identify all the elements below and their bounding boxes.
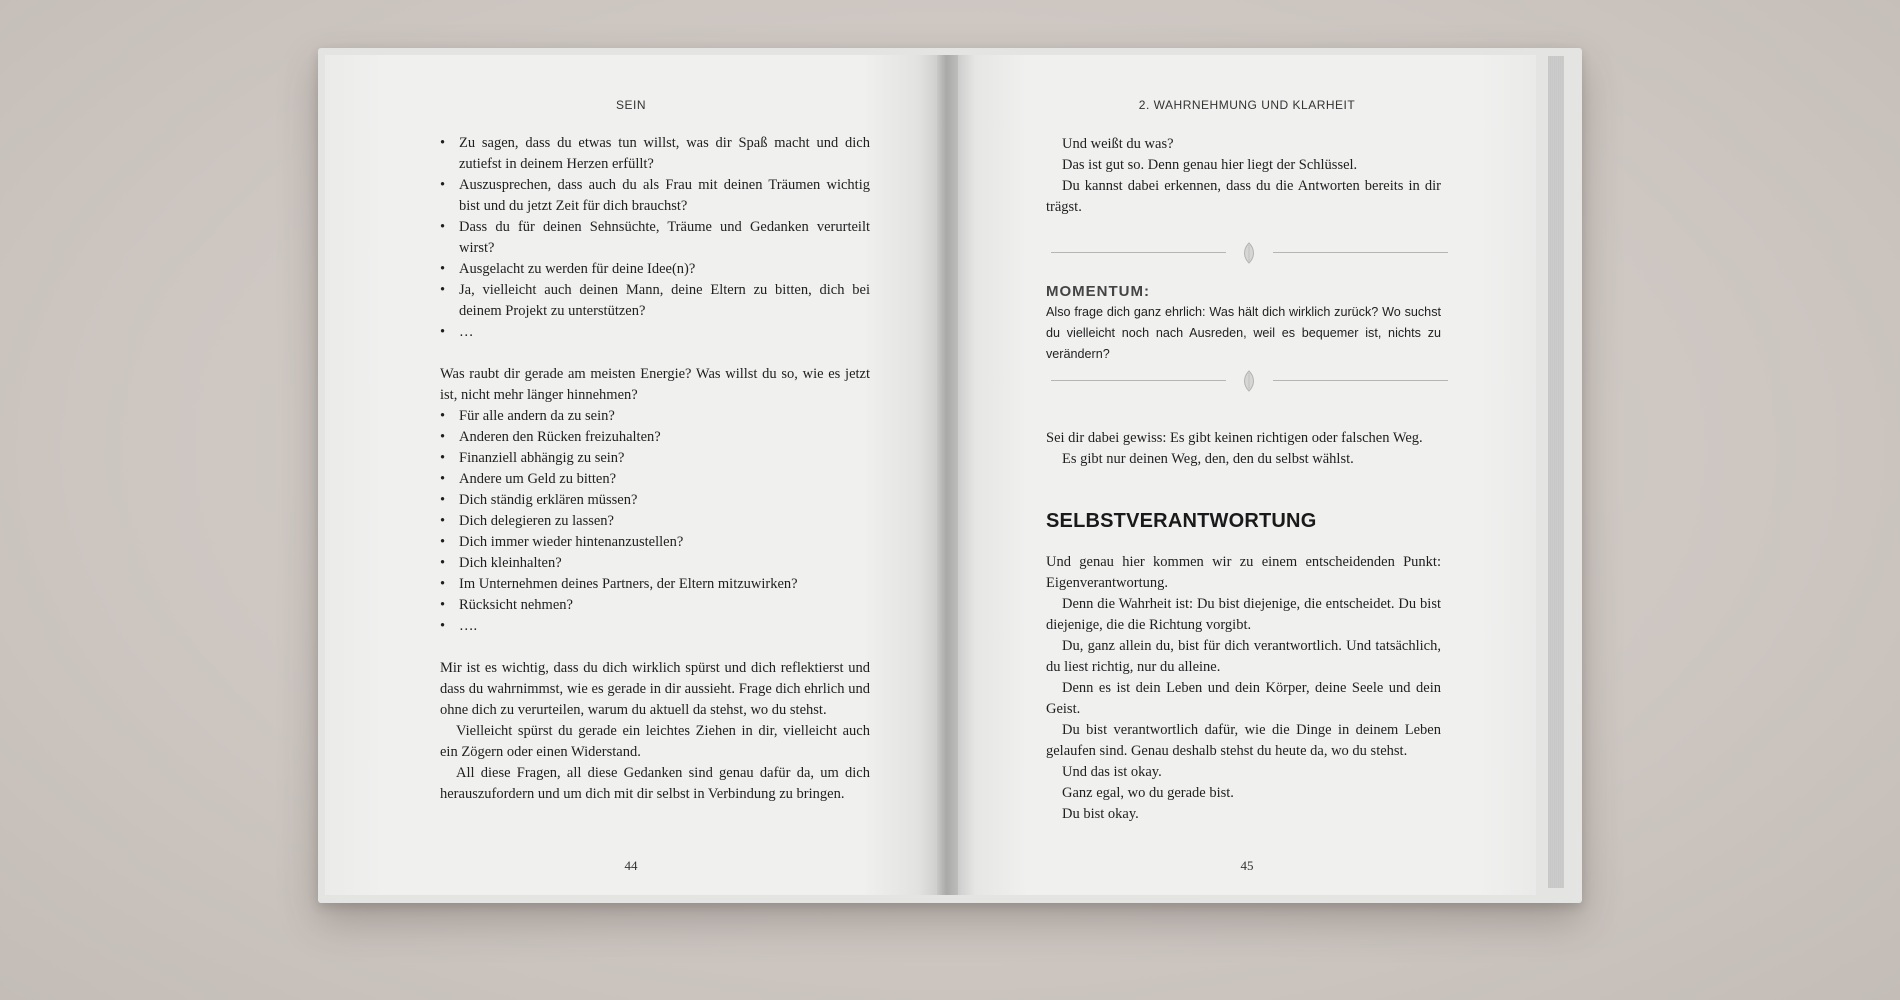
right-intro — [1046, 134, 1441, 218]
left-page-body — [440, 133, 870, 805]
body-paragraph: Du bist verantwortlich dafür, wie die Dinge in deinem Leben gelaufen sind. Genau deshalb stehst du heute da, wo du stehst. — [1046, 722, 1441, 759]
list-item: • Dich kleinhalten? — [440, 553, 870, 574]
list-item: • Anderen den Rücken freizuhalten? — [440, 427, 870, 448]
momentum-text: Also frage dich ganz ehrlich: Was hält dich wirklich zurück? Wo suchst du vielleicht noch nach Ausreden, weil es bequemer ist, nichts zu verändern? — [1046, 305, 1441, 361]
right-after-momentum — [1046, 428, 1441, 470]
divider-line — [1273, 380, 1448, 381]
momentum-title: MOMENTUM: — [1046, 283, 1150, 300]
body-paragraph: Mir ist es wichtig, dass du dich wirklich spürst und dich reflektierst und dass du wahrnimmst, wie es gerade in dir aussieht. Frage dich ehrlich und ohne dich zu verurteilen, warum du aktuell da stehst, wo du stehst. — [440, 660, 870, 718]
open-book — [318, 48, 1582, 900]
list-item: • Rücksicht nehmen? — [440, 595, 870, 616]
body-paragraph: Ganz egal, wo du gerade bist. — [1062, 785, 1234, 801]
body-paragraph: Das ist gut so. Denn genau hier liegt der Schlüssel. — [1062, 157, 1358, 173]
section-body — [1046, 552, 1441, 825]
ornament-divider-top — [1051, 238, 1448, 268]
divider-line — [1051, 380, 1226, 381]
bullet-list-1 — [440, 133, 870, 343]
body-paragraph: Es gibt nur deinen Weg, den, den du selbst wählst. — [1062, 451, 1354, 467]
body-paragraph: Vielleicht spürst du gerade ein leichtes Ziehen in dir, vielleicht auch ein Zögern oder einen Widerstand. — [440, 723, 870, 760]
book-gutter — [937, 55, 958, 895]
list-item: • Ausgelacht zu werden für deine Idee(n)? — [440, 259, 870, 280]
page-number-right: 45 — [1240, 858, 1254, 873]
left-page — [325, 55, 937, 895]
question-paragraph: Was raubt dir gerade am meisten Energie? Was willst du so, wie es jetzt ist, nicht mehr länger hinnehmen? — [440, 366, 870, 403]
list-item: • Dich delegieren zu lassen? — [440, 511, 870, 532]
list-item: • Auszusprechen, dass auch du als Frau mit deinen Träumen wichtig bist und du jetzt Zeit für dich brauchst? — [440, 175, 870, 217]
lotus-leaf-icon — [1237, 241, 1261, 265]
lotus-leaf-icon — [1237, 369, 1261, 393]
body-paragraph: Sei dir dabei gewiss: Es gibt keinen richtigen oder falschen Weg. — [1046, 430, 1423, 446]
divider-line — [1051, 252, 1226, 253]
list-item: • Im Unternehmen deines Partners, der Eltern mitzuwirken? — [440, 574, 870, 595]
body-paragraph: Denn die Wahrheit ist: Du bist diejenige, die entscheidet. Du bist diejenige, die die Richtung vorgibt. — [1046, 596, 1441, 633]
page-edges — [1548, 56, 1564, 888]
list-item: • Dich ständig erklären müssen? — [440, 490, 870, 511]
body-paragraph: Und weißt du was? — [1062, 136, 1174, 152]
ornament-divider-bottom — [1051, 366, 1448, 396]
list-item: • Dich immer wieder hintenanzustellen? — [440, 532, 870, 553]
divider-line — [1273, 252, 1448, 253]
momentum-box — [1046, 281, 1441, 365]
right-page — [958, 55, 1536, 895]
body-paragraph: All diese Fragen, all diese Gedanken sind genau dafür da, um dich herauszufordern und um dich mit dir selbst in Verbindung zu bringen. — [440, 765, 870, 802]
body-paragraph: Du bist okay. — [1062, 806, 1139, 822]
list-item: • Dass du für deinen Sehnsüchte, Träume und Gedanken verurteilt wirst? — [440, 217, 870, 259]
list-item: • Für alle andern da zu sein? — [440, 406, 870, 427]
list-item: • Andere um Geld zu bitten? — [440, 469, 870, 490]
list-item: • Ja, vielleicht auch deinen Mann, deine Eltern zu bitten, dich bei deinem Projekt zu unterstützen? — [440, 280, 870, 322]
running-head-right: 2. WAHRNEHMUNG UND KLARHEIT — [1138, 98, 1356, 112]
body-paragraph: Und genau hier kommen wir zu einem entscheidenden Punkt: Eigenverantwortung. — [1046, 554, 1441, 591]
list-item: • Zu sagen, dass du etwas tun willst, was dir Spaß macht und dich zutiefst in deinem Herzen erfüllt? — [440, 133, 870, 175]
list-item: • Finanziell abhängig zu sein? — [440, 448, 870, 469]
page-number-left: 44 — [624, 858, 638, 873]
body-paragraph: Denn es ist dein Leben und dein Körper, deine Seele und dein Geist. — [1046, 680, 1441, 717]
body-paragraph: Und das ist okay. — [1062, 764, 1162, 780]
list-item: • … — [440, 322, 870, 343]
body-paragraph: Du kannst dabei erkennen, dass du die Antworten bereits in dir trägst. — [1046, 178, 1441, 215]
section-title: SELBSTVERANTWORTUNG — [1046, 510, 1317, 532]
list-item: • …. — [440, 616, 870, 637]
body-paragraph: Du, ganz allein du, bist für dich verantwortlich. Und tatsächlich, du liest richtig, nur du alleine. — [1046, 638, 1441, 675]
bullet-list-2 — [440, 406, 870, 637]
running-head-left: SEIN — [615, 98, 646, 112]
